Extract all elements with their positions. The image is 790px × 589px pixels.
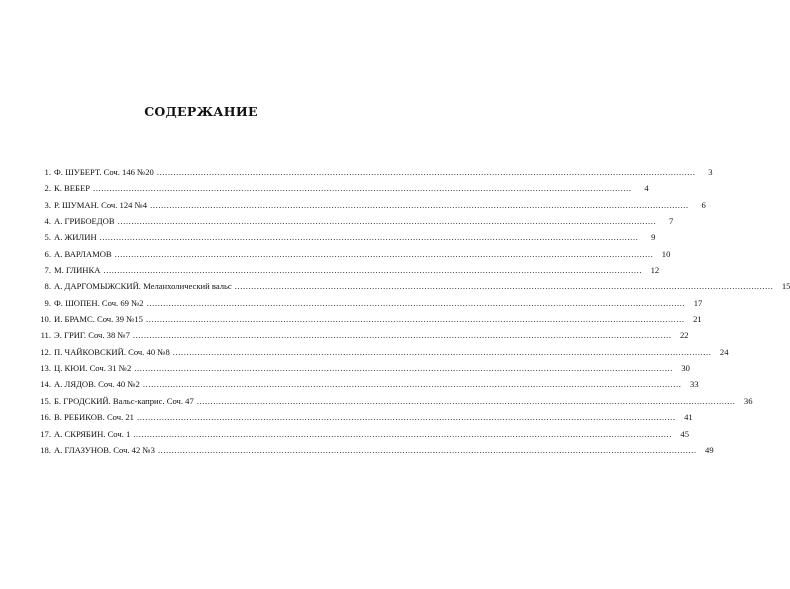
toc-entry-title: А. ГРИБОЕДОВ xyxy=(54,216,115,227)
toc-entry-number: 7. xyxy=(44,265,51,276)
toc-entry xyxy=(31,344,729,360)
toc-entry xyxy=(31,197,706,213)
toc-entry xyxy=(31,393,753,409)
toc-dot-leader xyxy=(197,393,736,409)
toc-entry-title: И. БРАМС. Соч. 39 №15 xyxy=(54,314,143,325)
toc-entry xyxy=(31,376,699,392)
toc-entry-number: 14. xyxy=(40,379,51,390)
toc-dot-leader xyxy=(100,229,639,245)
toc-entry xyxy=(31,164,713,180)
toc-entry-title: М. ГЛИНКА xyxy=(54,265,101,276)
toc-entry-title: Э. ГРИГ. Соч. 38 №7 xyxy=(54,330,130,341)
toc-entry-title: А. ЛЯДОВ. Соч. 40 №2 xyxy=(54,379,140,390)
toc-entry-title: В. РЕБИКОВ. Соч. 21 xyxy=(54,412,134,423)
toc-dot-leader xyxy=(158,442,697,458)
toc-entry-page: 6 xyxy=(701,199,706,210)
toc-dot-leader xyxy=(146,311,685,327)
toc-dot-leader xyxy=(115,246,654,262)
toc-entry-page: 17 xyxy=(693,297,703,308)
toc-entry-page: 9 xyxy=(651,232,656,243)
toc-entry-page: 36 xyxy=(743,395,753,406)
toc-entry-page: 24 xyxy=(719,346,729,357)
toc-entry-number: 8. xyxy=(44,281,51,292)
toc-entry xyxy=(31,262,660,278)
toc-entry-number: 5. xyxy=(44,232,51,243)
toc-entry xyxy=(31,213,674,229)
toc-dot-leader xyxy=(150,197,689,213)
toc-entry-title: Б. ГРОДСКИЙ. Вальс-каприс. Соч. 47 xyxy=(54,395,194,406)
toc-entry xyxy=(31,360,690,376)
toc-entry-title: А. ДАРГОМЫЖСКИЙ. Меланхолический вальс xyxy=(54,281,232,292)
toc-entry-number: 9. xyxy=(44,297,51,308)
toc-entry-page: 30 xyxy=(681,363,690,374)
toc-dot-leader xyxy=(137,409,676,425)
toc-entry-number: 15. xyxy=(40,395,51,406)
toc-entry-title: А. СКРЯБИН. Соч. 1 xyxy=(54,428,131,439)
toc-entry-number: 6. xyxy=(44,248,51,259)
table-of-contents xyxy=(31,164,790,458)
toc-entry-page: 41 xyxy=(684,412,693,423)
page-title: СОДЕРЖАНИЕ xyxy=(144,104,258,119)
toc-entry-number: 17. xyxy=(40,428,51,439)
toc-entry-title: Ф. ШОПЕН. Соч. 69 №2 xyxy=(54,297,144,308)
toc-dot-leader xyxy=(133,426,672,442)
toc-entry-number: 16. xyxy=(40,412,51,423)
toc-entry xyxy=(31,246,671,262)
toc-entry-page: 12 xyxy=(650,265,660,276)
toc-entry-page: 3 xyxy=(708,167,713,177)
toc-dot-leader xyxy=(157,164,696,180)
toc-entry-page: 21 xyxy=(693,314,702,325)
toc-entry-page: 33 xyxy=(689,379,699,390)
toc-entry-page: 22 xyxy=(680,330,689,341)
toc-entry-title: К. ВЕБЕР xyxy=(54,183,90,194)
toc-dot-leader xyxy=(103,262,642,278)
toc-dot-leader xyxy=(118,213,657,229)
toc-entry xyxy=(31,278,790,294)
toc-dot-leader xyxy=(134,360,673,376)
toc-entry-number: 11. xyxy=(40,330,51,341)
toc-dot-leader xyxy=(147,295,686,311)
toc-dot-leader xyxy=(133,327,672,343)
toc-entry-title: Р. ШУМАН. Соч. 124 №4 xyxy=(54,199,148,210)
toc-entry-title: Ц. КЮИ. Соч. 31 №2 xyxy=(54,363,132,374)
toc-entry xyxy=(31,311,702,327)
toc-dot-leader xyxy=(143,376,682,392)
toc-entry-number: 3. xyxy=(44,199,51,210)
toc-entry-title: А. ВАРЛАМОВ xyxy=(54,248,112,259)
toc-entry-number: 1. xyxy=(44,167,51,177)
toc-dot-leader xyxy=(93,180,632,196)
toc-entry xyxy=(31,409,693,425)
toc-entry-number: 10. xyxy=(40,314,51,325)
toc-entry-page: 4 xyxy=(644,183,649,194)
toc-entry xyxy=(31,442,714,458)
toc-entry-page: 15 xyxy=(781,281,790,292)
toc-entry-title: Ф. ШУБЕРТ. Соч. 146 №20 xyxy=(54,167,154,177)
toc-entry-page: 45 xyxy=(680,428,690,439)
toc-entry xyxy=(31,229,656,245)
toc-dot-leader xyxy=(173,344,712,360)
toc-dot-leader xyxy=(235,278,774,294)
toc-entry xyxy=(31,180,649,196)
toc-entry-page: 49 xyxy=(705,444,714,455)
toc-entry-number: 4. xyxy=(44,216,51,227)
toc-entry-title: П. ЧАЙКОВСКИЙ. Соч. 40 №8 xyxy=(54,346,170,357)
toc-entry-title: А. ГЛАЗУНОВ. Соч. 42 №3 xyxy=(54,444,155,455)
toc-entry-number: 13. xyxy=(40,363,51,374)
toc-entry-page: 10 xyxy=(661,248,671,259)
toc-entry-number: 12. xyxy=(40,346,51,357)
toc-entry-title: А. ЖИЛИН xyxy=(54,232,97,243)
toc-entry xyxy=(31,295,703,311)
toc-entry xyxy=(31,327,689,343)
toc-entry-page: 7 xyxy=(669,216,674,227)
toc-entry-number: 2. xyxy=(44,183,51,194)
toc-entry xyxy=(31,426,690,442)
toc-entry-number: 18. xyxy=(40,444,51,455)
